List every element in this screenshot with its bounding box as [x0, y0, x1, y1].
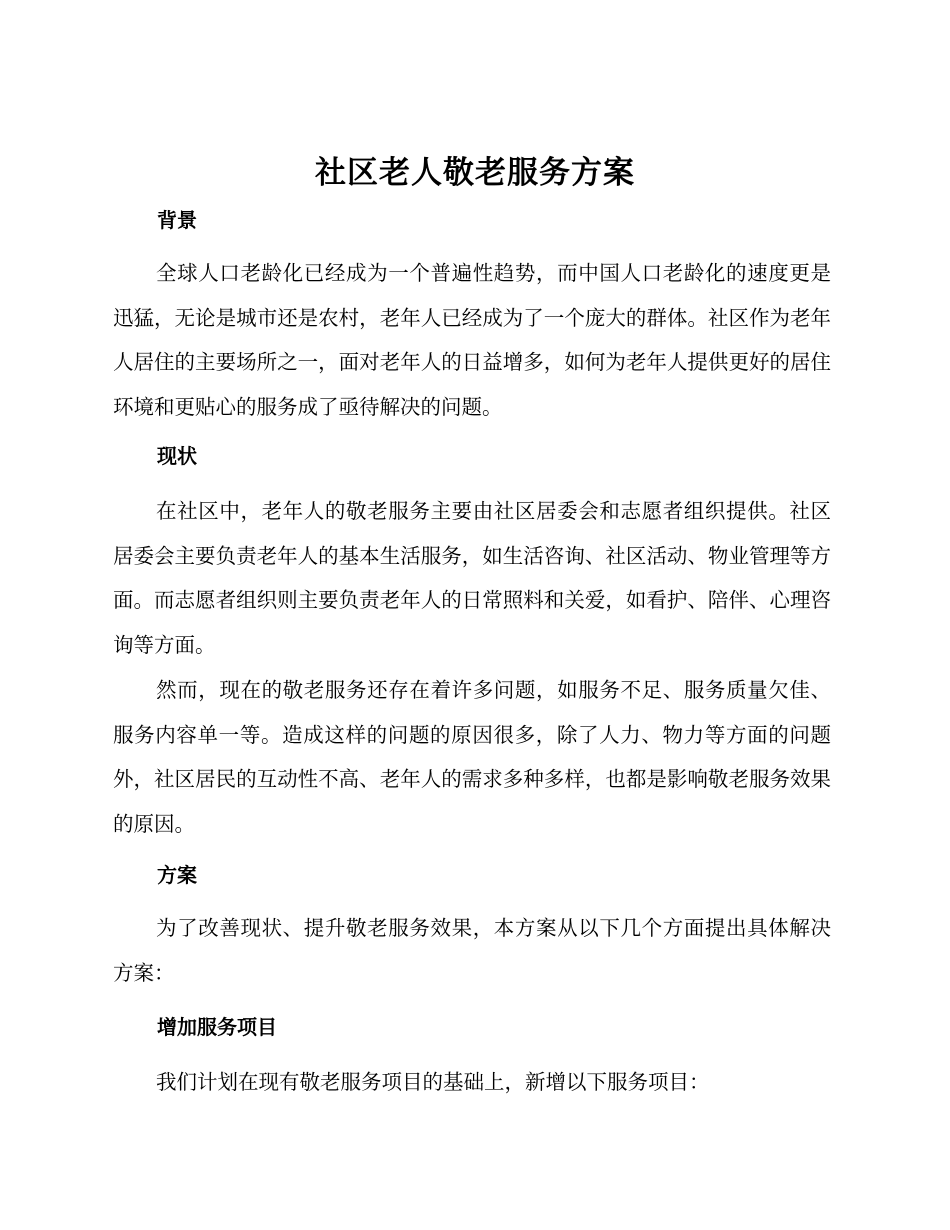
paragraph-background: 全球人口老龄化已经成为一个普遍性趋势，而中国人口老龄化的速度更是迅猛，无论是城市还是农村，老年人已经成为了一个庞大的群体。社区作为老年人居住的主要场所之一，面对老年人的日益增多，如何为老年人提供更好的居住环境和更贴心的服务成了亟待解决的问题。 [113, 261, 831, 419]
section-heading-status: 现状 [157, 444, 197, 468]
section-heading-add-services: 增加服务项目 [157, 1015, 277, 1039]
paragraph-add-services: 我们计划在现有敬老服务项目的基础上，新增以下服务项目： [156, 1070, 710, 1094]
paragraph-status-1: 在社区中，老年人的敬老服务主要由社区居委会和志愿者组织提供。社区居委会主要负责老年人的基本生活服务，如生活咨询、社区活动、物业管理等方面。而志愿者组织则主要负责老年人的日常照料和关爱，如看护、陪伴、心理咨询等方面。 [113, 499, 831, 657]
paragraph-plan: 为了改善现状、提升敬老服务效果，本方案从以下几个方面提出具体解决方案： [113, 916, 831, 985]
section-heading-background: 背景 [157, 208, 197, 232]
paragraph-status-2: 然而，现在的敬老服务还存在着许多问题，如服务不足、服务质量欠佳、服务内容单一等。造成这样的问题的原因很多，除了人力、物力等方面的问题外，社区居民的互动性不高、老年人的需求多种多样，也都是影响敬老服务效果的原因。 [113, 678, 831, 836]
section-heading-plan: 方案 [157, 863, 197, 887]
document-title: 社区老人敬老服务方案 [315, 155, 635, 191]
